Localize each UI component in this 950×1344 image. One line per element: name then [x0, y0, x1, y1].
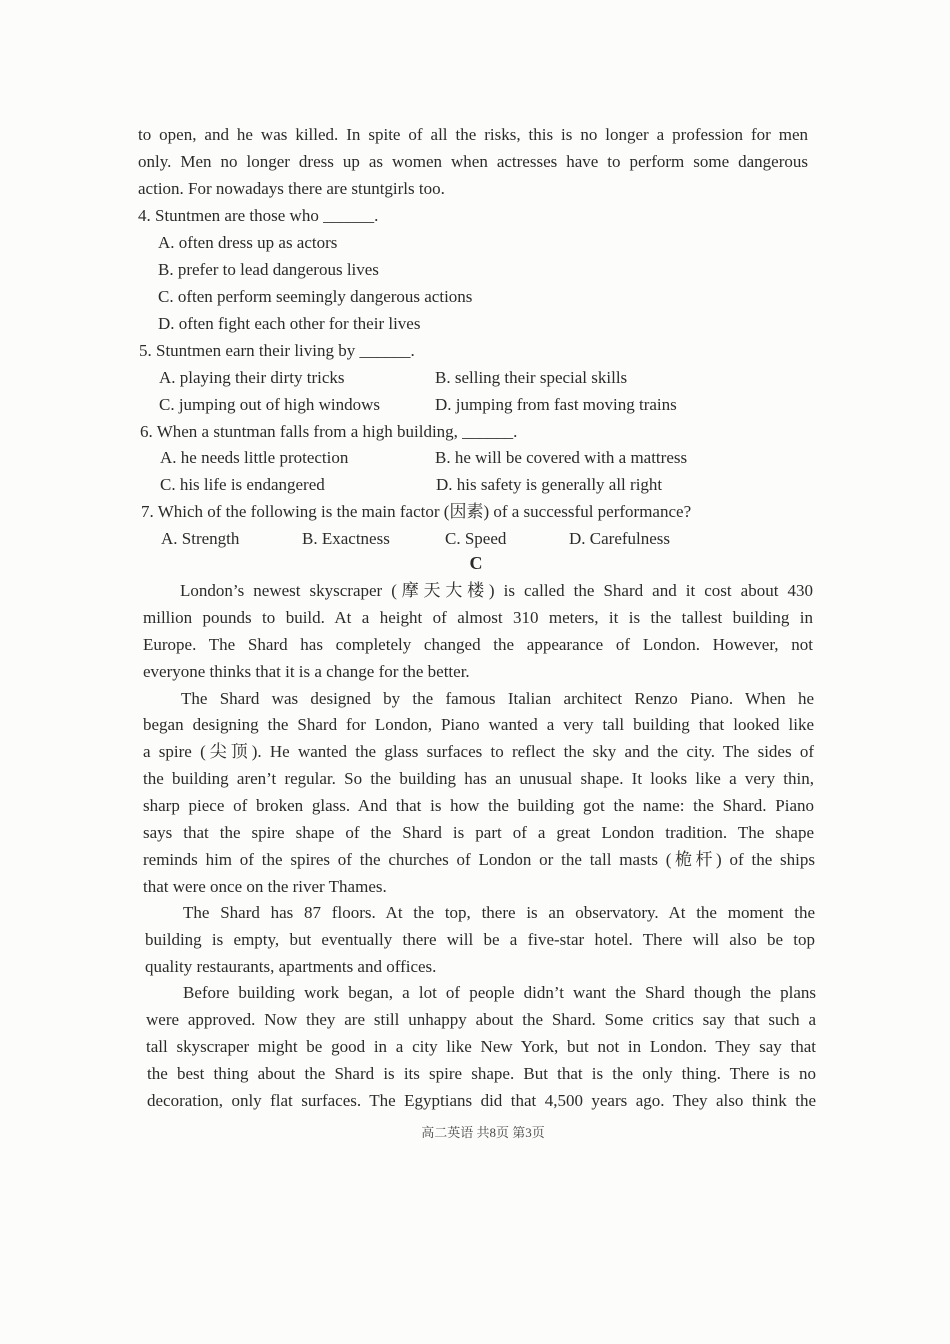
- passage-line: says that the spire shape of the Shard is part of a great London tradition. The shape: [143, 823, 814, 842]
- passage-line: building is empty, but eventually there will be a five-star hotel. There will also be top: [145, 930, 815, 949]
- passage-line: The Shard was designed by the famous Italian architect Renzo Piano. When he: [181, 689, 814, 708]
- passage-line: Europe. The Shard has completely changed the appearance of London. However, not: [143, 635, 813, 654]
- passage-line: million pounds to build. At a height of almost 310 meters, it is the tallest building in: [143, 608, 813, 627]
- option-c: C. his life is endangered: [160, 475, 325, 494]
- section-label: C: [469, 553, 483, 573]
- question-stem: 5. Stuntmen earn their living by ______.: [139, 341, 415, 360]
- passage-line: the best thing about the Shard is its spire shape. But that is the only thing. There is no: [147, 1064, 816, 1083]
- intro-line: only. Men no longer dress up as women when actresses have to perform some dangerous: [138, 152, 808, 171]
- option-b: B. prefer to lead dangerous lives: [158, 260, 379, 279]
- question-stem: 6. When a stuntman falls from a high building, ______.: [140, 422, 518, 441]
- passage-line: London’s newest skyscraper (摩天大楼) is called the Shard and it cost about 430: [180, 581, 813, 600]
- passage-line: were approved. Now they are still unhappy about the Shard. Some critics say that such a: [146, 1010, 816, 1029]
- passage-line: sharp piece of broken glass. And that is how the building got the name: the Shard. Piano: [143, 796, 814, 815]
- intro-line: to open, and he was killed. In spite of all the risks, this is no longer a profession for men: [138, 125, 808, 144]
- question-stem: 4. Stuntmen are those who ______.: [138, 206, 379, 225]
- passage-line: began designing the Shard for London, Piano wanted a very tall building that looked like: [143, 715, 814, 734]
- option-c: C. Speed: [445, 529, 507, 548]
- question-stem: 7. Which of the following is the main factor (因素) of a successful performance?: [141, 502, 692, 521]
- intro-line: action. For nowadays there are stuntgirls too.: [138, 179, 445, 198]
- option-a: A. he needs little protection: [160, 448, 349, 467]
- option-a: A. Strength: [161, 529, 240, 548]
- passage-line: decoration, only flat surfaces. The Egyptians did that 4,500 years ago. They also think the: [147, 1091, 816, 1110]
- option-a: A. playing their dirty tricks: [159, 368, 345, 387]
- passage-line: The Shard has 87 floors. At the top, there is an observatory. At the moment the: [183, 903, 815, 922]
- option-b: B. Exactness: [302, 529, 390, 548]
- option-d: D. jumping from fast moving trains: [435, 395, 677, 414]
- option-c: C. often perform seemingly dangerous actions: [158, 287, 473, 306]
- option-c: C. jumping out of high windows: [159, 395, 381, 414]
- passage-line: everyone thinks that it is a change for the better.: [143, 662, 470, 681]
- passage-line: the building aren’t regular. So the building has an unusual shape. It looks like a very thin,: [143, 769, 814, 788]
- option-b: B. selling their special skills: [435, 368, 628, 387]
- option-d: D. often fight each other for their lives: [158, 314, 421, 333]
- option-d: D. his safety is generally all right: [436, 475, 663, 494]
- page-footer: 高二英语 共8页 第3页: [421, 1125, 545, 1140]
- passage-line: reminds him of the spires of the churches of London or the tall masts (桅杆) of the ships: [143, 850, 815, 869]
- option-b: B. he will be covered with a mattress: [435, 448, 688, 467]
- passage-line: quality restaurants, apartments and offices.: [145, 957, 437, 976]
- passage-line: Before building work began, a lot of people didn’t want the Shard though the plans: [183, 983, 816, 1002]
- option-a: A. often dress up as actors: [158, 233, 338, 252]
- passage-line: tall skyscraper might be good in a city like New York, but not in London. They say that: [146, 1037, 816, 1056]
- passage-line: a spire (尖顶). He wanted the glass surfaces to reflect the sky and the city. The sides of: [143, 742, 814, 761]
- passage-line: that were once on the river Thames.: [143, 877, 387, 896]
- option-d: D. Carefulness: [569, 529, 671, 548]
